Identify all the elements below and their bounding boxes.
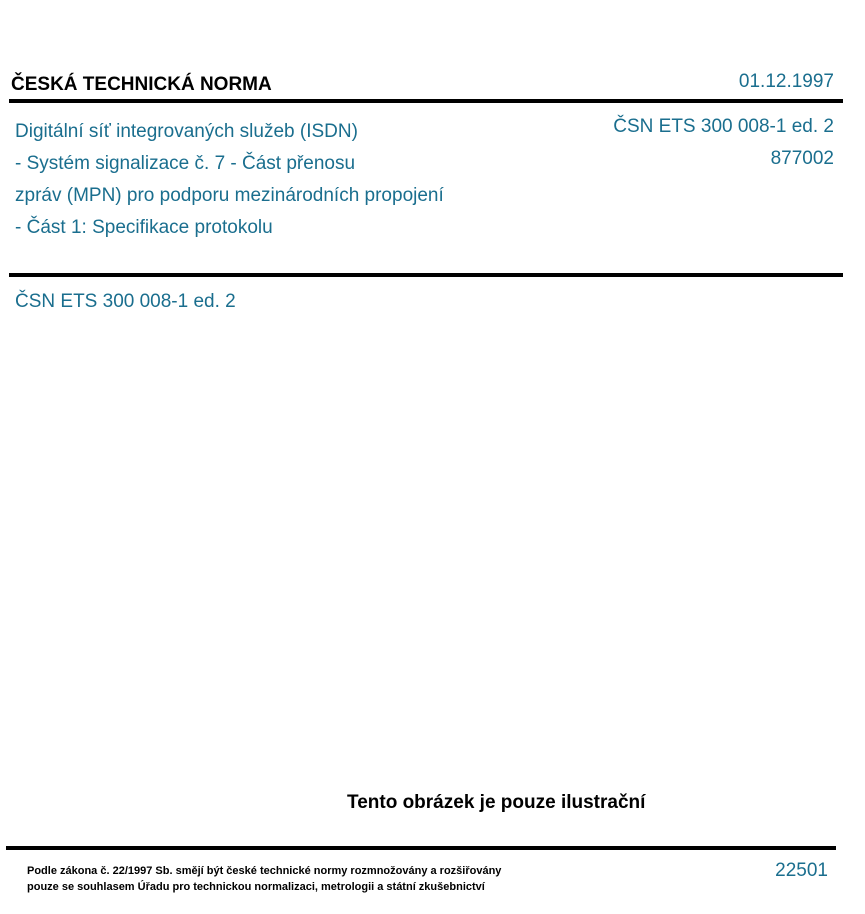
illustration-note: Tento obrázek je pouze ilustrační xyxy=(347,792,646,813)
issue-date: 01.12.1997 xyxy=(738,71,834,92)
legal-notice xyxy=(27,863,501,895)
standard-designation: ČSN ETS 300 008-1 ed. 2 xyxy=(15,291,236,312)
footer-divider xyxy=(6,846,836,850)
catalog-number: 22501 xyxy=(775,860,828,881)
standard-title-line: - Systém signalizace č. 7 - Část přenosu xyxy=(15,153,356,174)
standard-title-line: Digitální síť integrovaných služeb (ISDN) xyxy=(15,121,358,142)
standard-number: ČSN ETS 300 008-1 ed. 2 xyxy=(613,116,834,137)
title-divider xyxy=(9,273,843,277)
header-divider xyxy=(9,99,843,103)
norma-title: ČESKÁ TECHNICKÁ NORMA xyxy=(11,74,272,95)
standard-title xyxy=(15,116,444,244)
classification-code: 877002 xyxy=(770,148,834,169)
standard-title-line: zpráv (MPN) pro podporu mezinárodních propojení xyxy=(15,185,444,206)
standard-title-line: - Část 1: Specifikace protokolu xyxy=(15,217,273,238)
legal-notice-line: Podle zákona č. 22/1997 Sb. smějí být české technické normy rozmnožovány a rozšiřovány xyxy=(27,865,502,877)
legal-notice-line: pouze se souhlasem Úřadu pro technickou normalizaci, metrologii a státní zkušebnictví xyxy=(27,881,485,893)
